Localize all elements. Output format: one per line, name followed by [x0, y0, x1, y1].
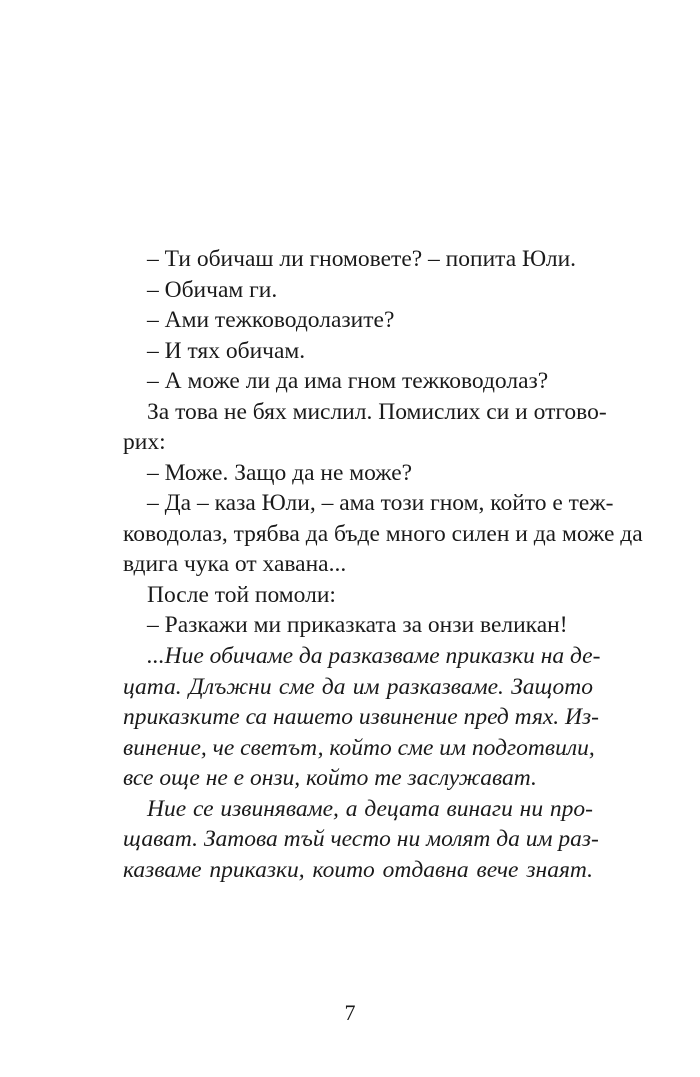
page-number: 7	[344, 1000, 356, 1025]
italic-line: щават. Затова тъй често ни молят да им раз-	[123, 826, 599, 852]
dialogue-line: – Да – каза Юли, – ама този гном, който е теж-	[147, 490, 614, 516]
italic-line: приказките са нашето извинение пред тях. Из-	[123, 704, 600, 730]
italic-afterword	[123, 641, 601, 885]
narration-line: рих:	[123, 429, 166, 455]
italic-line: Ние се извиняваме, а децата винаги ни про-	[147, 795, 593, 822]
dialogue-section	[123, 244, 643, 641]
dialogue-line: – Разкажи ми приказката за онзи великан!	[147, 612, 568, 638]
italic-line: винение, че светът, който сме им подготвили,	[123, 734, 595, 761]
dialogue-line: – Ами тежководолазите?	[147, 307, 395, 333]
italic-line: ...Ние обичаме да разказваме приказки на де-	[147, 643, 601, 669]
dialogue-line: – Може. Защо да не може?	[147, 459, 413, 486]
dialogue-line: – А може ли да има гном тежководолаз?	[147, 368, 549, 394]
italic-line: цата. Длъжни сме да им разказваме. Защото	[123, 673, 593, 700]
dialogue-line: ководолаз, трябва да бъде много силен и да може да	[123, 520, 643, 547]
dialogue-line: – И тях обичам.	[147, 337, 306, 364]
dialogue-line: вдига чука от хавана...	[123, 551, 347, 577]
narration-line: После той помоли:	[147, 581, 336, 608]
dialogue-line: – Ти обичаш ли гномовете? – попита Юли.	[147, 246, 577, 272]
narration-line: За това не бях мислил. Помислих си и отгово-	[147, 398, 607, 425]
italic-line: казваме приказки, които отдавна вече знаят.	[123, 856, 593, 883]
italic-line: все още не е онзи, който те заслужават.	[123, 765, 537, 791]
dialogue-line: – Обичам ги.	[147, 276, 278, 303]
